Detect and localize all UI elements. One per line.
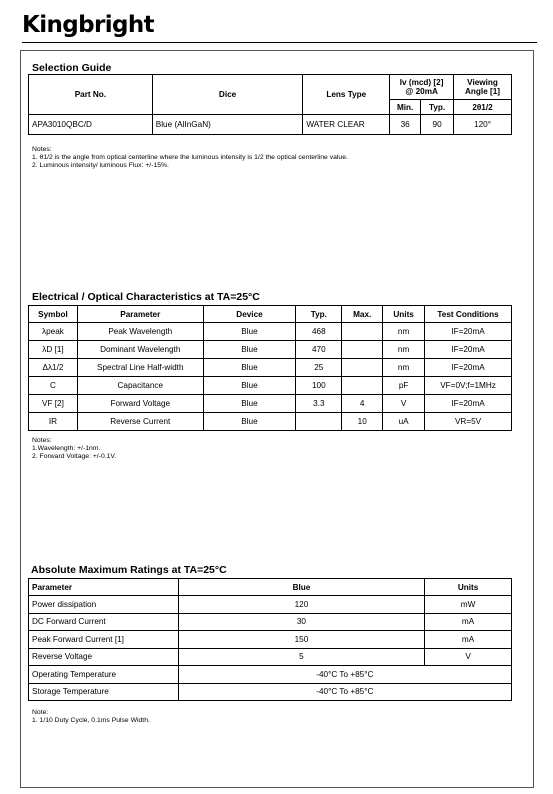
cell-value: 120 bbox=[178, 596, 424, 614]
header-rule bbox=[22, 42, 537, 43]
cell-units: mW bbox=[425, 596, 512, 614]
absolute-ratings-notes bbox=[32, 709, 150, 725]
header-dice: Dice bbox=[152, 75, 303, 115]
cell-parameter: Power dissipation bbox=[29, 596, 179, 614]
cell-test-condition: IF=20mA bbox=[425, 359, 512, 377]
header-iv bbox=[390, 75, 454, 100]
cell-typ bbox=[296, 413, 342, 431]
cell-min: 36 bbox=[390, 115, 421, 135]
cell-lens-type: WATER CLEAR bbox=[303, 115, 390, 135]
cell-parameter: Peak Wavelength bbox=[77, 323, 203, 341]
header-part-no: Part No. bbox=[29, 75, 153, 115]
electrical-title: Electrical / Optical Characteristics at TA=25°C bbox=[32, 291, 260, 303]
cell-parameter: Capacitance bbox=[77, 377, 203, 395]
table-row bbox=[29, 359, 512, 377]
cell-max bbox=[342, 323, 383, 341]
header-units: Units bbox=[383, 306, 425, 323]
cell-max bbox=[342, 377, 383, 395]
cell-parameter: Forward Voltage bbox=[77, 395, 203, 413]
cell-typ: 470 bbox=[296, 341, 342, 359]
note-line: 1. θ1/2 is the angle from optical centerline where the luminous intensity is 1/2 the optical centerline value. bbox=[32, 154, 348, 161]
header-iv-line1: Iv (mcd) [2] bbox=[399, 78, 444, 87]
cell-value: 30 bbox=[178, 613, 424, 631]
header-viewing-line2: Angle [1] bbox=[465, 87, 501, 96]
selection-guide-title: Selection Guide bbox=[32, 62, 112, 74]
cell-device: Blue bbox=[203, 395, 296, 413]
table-row bbox=[29, 341, 512, 359]
header-typ: Typ. bbox=[296, 306, 342, 323]
table-row bbox=[29, 648, 512, 666]
cell-max: 10 bbox=[342, 413, 383, 431]
cell-test-condition: IF=20mA bbox=[425, 323, 512, 341]
cell-units: V bbox=[425, 648, 512, 666]
cell-test-condition: VR=5V bbox=[425, 413, 512, 431]
header-device: Device bbox=[203, 306, 296, 323]
header-typ: Typ. bbox=[421, 100, 454, 115]
cell-parameter: Storage Temperature bbox=[29, 683, 179, 701]
cell-max: 4 bbox=[342, 395, 383, 413]
cell-angle: 120° bbox=[454, 115, 512, 135]
header-units: Units bbox=[425, 579, 512, 596]
cell-units: nm bbox=[383, 341, 425, 359]
table-row bbox=[29, 666, 512, 684]
table-row bbox=[29, 115, 512, 135]
cell-parameter: DC Forward Current bbox=[29, 613, 179, 631]
note-line: 2. Luminous intensity/ luminous Flux: +/-15%. bbox=[32, 162, 169, 169]
selection-guide-table bbox=[28, 74, 512, 135]
note-line: 1. 1/10 Duty Cycle, 0.1ms Pulse Width. bbox=[32, 717, 150, 724]
cell-typ: 100 bbox=[296, 377, 342, 395]
note-line: Notes: bbox=[32, 146, 52, 153]
header-angle-symbol: 2θ1/2 bbox=[454, 100, 512, 115]
header-parameter: Parameter bbox=[29, 579, 179, 596]
electrical-table bbox=[28, 305, 512, 431]
cell-parameter: Operating Temperature bbox=[29, 666, 179, 684]
cell-parameter: Reverse Voltage bbox=[29, 648, 179, 666]
header-symbol: Symbol bbox=[29, 306, 78, 323]
cell-units: mA bbox=[425, 613, 512, 631]
cell-device: Blue bbox=[203, 359, 296, 377]
cell-units: pF bbox=[383, 377, 425, 395]
header-parameter: Parameter bbox=[77, 306, 203, 323]
cell-value: -40°C To +85°C bbox=[178, 666, 511, 684]
cell-symbol: C bbox=[29, 377, 78, 395]
cell-max bbox=[342, 359, 383, 377]
table-row bbox=[29, 683, 512, 701]
table-row bbox=[29, 377, 512, 395]
cell-symbol: Δλ1/2 bbox=[29, 359, 78, 377]
header-viewing-angle bbox=[454, 75, 512, 100]
cell-typ: 3.3 bbox=[296, 395, 342, 413]
cell-dice: Blue (AlInGaN) bbox=[152, 115, 303, 135]
cell-symbol: VF [2] bbox=[29, 395, 78, 413]
cell-units: V bbox=[383, 395, 425, 413]
note-line: 1.Wavelength: +/-1nm. bbox=[32, 445, 101, 452]
note-line: Notes: bbox=[32, 437, 52, 444]
note-line: 2. Forward Voltage: +/-0.1V. bbox=[32, 453, 117, 460]
header-min: Min. bbox=[390, 100, 421, 115]
table-row bbox=[29, 631, 512, 649]
cell-symbol: λpeak bbox=[29, 323, 78, 341]
table-row bbox=[29, 323, 512, 341]
cell-parameter: Peak Forward Current [1] bbox=[29, 631, 179, 649]
header-iv-line2: @ 20mA bbox=[405, 87, 438, 96]
cell-symbol: λD [1] bbox=[29, 341, 78, 359]
table-row bbox=[29, 596, 512, 614]
cell-symbol: IR bbox=[29, 413, 78, 431]
cell-max bbox=[342, 341, 383, 359]
header-lens-type: Lens Type bbox=[303, 75, 390, 115]
cell-typ: 25 bbox=[296, 359, 342, 377]
cell-units: nm bbox=[383, 323, 425, 341]
cell-units: nm bbox=[383, 359, 425, 377]
cell-device: Blue bbox=[203, 323, 296, 341]
table-row bbox=[29, 613, 512, 631]
cell-test-condition: IF=20mA bbox=[425, 341, 512, 359]
electrical-notes bbox=[32, 437, 116, 461]
table-row bbox=[29, 395, 512, 413]
cell-device: Blue bbox=[203, 413, 296, 431]
brand-logo: Kingbright bbox=[22, 12, 155, 38]
cell-device: Blue bbox=[203, 341, 296, 359]
absolute-ratings-table bbox=[28, 578, 512, 701]
header-test-conditions: Test Conditions bbox=[425, 306, 512, 323]
cell-part-no: APA3010QBC/D bbox=[29, 115, 153, 135]
header-max: Max. bbox=[342, 306, 383, 323]
absolute-ratings-title: Absolute Maximum Ratings at TA=25°C bbox=[31, 564, 227, 576]
cell-value: -40°C To +85°C bbox=[178, 683, 511, 701]
cell-units: mA bbox=[425, 631, 512, 649]
cell-value: 150 bbox=[178, 631, 424, 649]
selection-guide-notes bbox=[32, 146, 348, 170]
cell-value: 5 bbox=[178, 648, 424, 666]
table-row bbox=[29, 413, 512, 431]
cell-device: Blue bbox=[203, 377, 296, 395]
header-blue: Blue bbox=[178, 579, 424, 596]
cell-parameter: Spectral Line Half-width bbox=[77, 359, 203, 377]
cell-typ: 90 bbox=[421, 115, 454, 135]
cell-typ: 468 bbox=[296, 323, 342, 341]
cell-test-condition: IF=20mA bbox=[425, 395, 512, 413]
cell-parameter: Dominant Wavelength bbox=[77, 341, 203, 359]
cell-parameter: Reverse Current bbox=[77, 413, 203, 431]
cell-test-condition: VF=0V;f=1MHz bbox=[425, 377, 512, 395]
header-viewing-line1: Viewing bbox=[467, 78, 498, 87]
cell-units: uA bbox=[383, 413, 425, 431]
note-line: Note: bbox=[32, 709, 49, 716]
